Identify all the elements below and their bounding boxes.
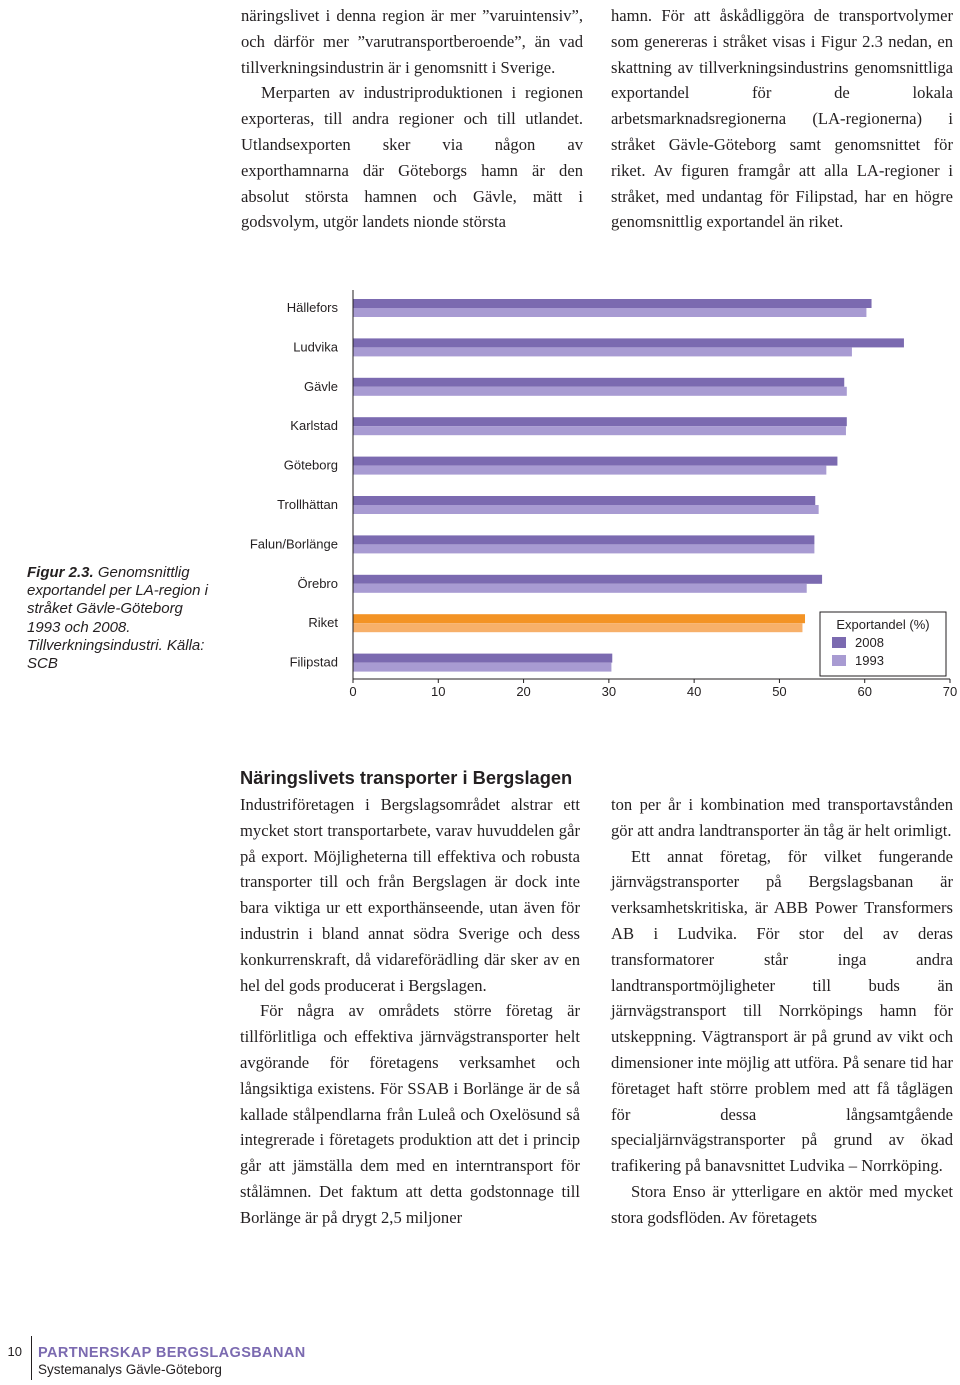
bottom-right-column	[611, 792, 953, 1231]
legend-label: 1993	[855, 653, 884, 668]
bar-1993	[353, 347, 852, 356]
bar-1993	[353, 623, 802, 632]
bar-1993	[353, 584, 807, 593]
top-right-column	[611, 3, 953, 235]
bar-2008	[353, 338, 904, 347]
paragraph: näringslivet i denna region är mer ”varuintensiv”, och därför mer ”varutransportberoende”, än vad tillverkningsindustrin är i genomsnitt i Sverige.	[241, 6, 583, 77]
x-tick-label: 30	[601, 684, 617, 699]
bar-1993	[353, 426, 846, 435]
page-number: 10	[7, 1344, 22, 1359]
bar-1993	[353, 466, 826, 475]
category-label: Gävle	[304, 378, 338, 394]
x-tick-label: 20	[516, 684, 531, 699]
footer-subtitle: Systemanalys Gävle-Göteborg	[38, 1362, 222, 1377]
section-heading: Näringslivets transporter i Bergslagen	[240, 767, 573, 788]
legend-title: Exportandel (%)	[836, 617, 930, 632]
paragraph: Ett annat företag, för vilket fungerande järnvägstransporter på Bergslagsbanan är verksamhetskritiska, är ABB Power Transformers AB i Ludvika. För stor del av deras transformatorer står inga andra landtransportmöjligheter till buds än järnvägstransport till Norrköpings hamn för utskeppning. Vägtransport är på grund av vikt och dimensioner inte möjlig att utföra. På senare tid har företaget haft större problem med att få tåglägen för dessa långsamtgående specialjärnvägstransporter på grund av ökad trafikering på banavsnittet Ludvika – Norrköping.	[611, 846, 953, 1176]
bar-1993	[353, 505, 819, 514]
x-tick-label: 70	[942, 684, 958, 699]
bar-2008	[353, 575, 822, 584]
x-tick-label: 50	[772, 684, 787, 699]
paragraph: Stora Enso är ytterligare en aktör med mycket stora godsflöden. Av företagets	[611, 1181, 953, 1227]
legend-swatch-2008	[832, 637, 846, 648]
x-tick-label: 0	[349, 684, 357, 699]
bar-2008	[353, 614, 805, 623]
category-label: Trollhättan	[277, 497, 338, 512]
top-left-column	[241, 3, 583, 235]
category-label: Göteborg	[283, 457, 338, 473]
bar-2008	[353, 654, 612, 663]
bar-2008	[353, 457, 837, 466]
paragraph: För några av områdets större företag är tillförlitliga och effektiva järnvägstransporter helt avgörande för företagens verksamhet och långsiktiga existens. För SSAB i Borlänge är de så kallade stålpendlarna från Luleå och Oxelösund så integrerade i företagets produktion att det i princip går att jämställa dem med en interntransport för stålämnen. Det faktum att detta godstonnage till Borlänge är på drygt 2,5 miljoner	[240, 1001, 580, 1227]
category-label: Filipstad	[289, 654, 338, 670]
figure-caption-label: Figur 2.3.	[27, 564, 94, 581]
bar-2008	[353, 417, 847, 426]
bar-1993	[353, 308, 866, 317]
figure-caption-text: Genomsnittlig exportandel per LA-region i stråket Gävle-Göteborg 1993 och 2008. Tillverkningsindustri. Källa: SCB	[27, 564, 208, 673]
bar-2008	[353, 378, 844, 387]
bar-1993	[353, 544, 814, 553]
x-tick-label: 40	[686, 684, 702, 699]
bar-2008	[353, 299, 872, 308]
bar-2008	[353, 496, 815, 505]
paragraph: hamn. För att åskådliggöra de transportvolymer som genereras i stråket visas i Figur 2.3 nedan, en skattning av tillverkningsindustrins genomsnittliga exportandel för de lokala arbetsmarknadsregionerna (LA-regionerna) i stråket Gävle-Göteborg samt genomsnittet för riket. Av figuren framgår att alla LA-regioner i stråket, med undantag för Filipstad, har en högre genomsnittlig exportandel än riket.	[611, 6, 953, 232]
paragraph: Industriföretagen i Bergslagsområdet alstrar ett mycket stort transportarbete, varav huvuddelen går på export. Möjligheterna till effektiva och robusta transporter till och från Bergslagen är dock inte bara viktiga ur ett exporthänseende, utan även för industrin i bland annat södra Sverige och dess konkurrenskraft, då vidareförädling där sker av en hel del gods producerat i Bergslagen.	[240, 795, 580, 995]
category-label: Falun/Borlänge	[249, 536, 338, 552]
x-tick-label: 60	[857, 684, 872, 699]
x-tick-label: 10	[431, 684, 446, 699]
paragraph: Merparten av industriproduktionen i regionen exporteras, till andra regioner och till utlandet. Utlandsexporten sker via någon av exporthamnarna där Göteborgs hamn är den absolut största hamnen och Gävle, mätt i godsvolym, utgör landets nionde största	[241, 83, 583, 232]
footer-brand: PARTNERSKAP BERGSLAGSBANAN	[38, 1345, 306, 1361]
bottom-left-column	[240, 792, 580, 1231]
legend-label: 2008	[855, 635, 884, 650]
bar-2008	[353, 535, 814, 544]
legend-swatch-1993	[832, 655, 846, 666]
category-label: Örebro	[297, 575, 338, 591]
bar-1993	[353, 387, 847, 396]
category-label: Hällefors	[286, 300, 338, 315]
category-label: Karlstad	[290, 418, 338, 434]
category-label: Riket	[308, 615, 338, 631]
bar-1993	[353, 663, 611, 672]
category-label: Ludvika	[293, 339, 338, 355]
footer-divider	[31, 1336, 32, 1380]
paragraph: ton per år i kombination med transportavstånden gör att andra landtransporter än tåg är helt orimligt.	[611, 795, 953, 840]
export-share-chart	[0, 290, 960, 710]
